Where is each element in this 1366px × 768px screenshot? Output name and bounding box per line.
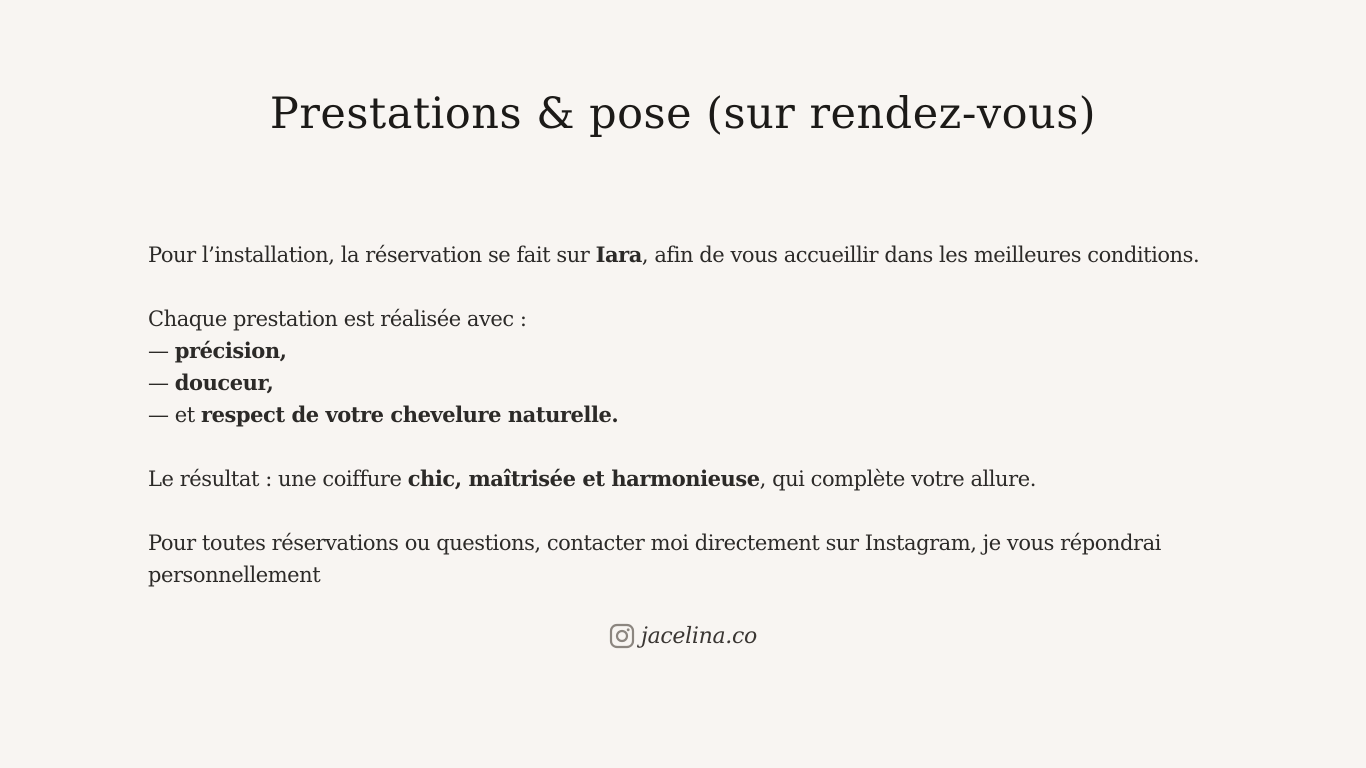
- quality-prefix: — et: [148, 403, 201, 427]
- intro-text-after: , afin de vous accueillir dans les meilleures conditions.: [641, 243, 1200, 267]
- spacer: [148, 495, 1238, 527]
- content-block: [148, 239, 1238, 591]
- instagram-icon[interactable]: [609, 623, 635, 649]
- quality-prefix: —: [148, 339, 175, 363]
- qualities-lead: Chaque prestation est réalisée avec :: [148, 307, 527, 331]
- contact-paragraph: Pour toutes réservations ou questions, contacter moi directement sur Instagram, je vous répondrai personnellement: [148, 531, 1161, 587]
- intro-text-before: Pour l’installation, la réservation se fait sur: [148, 243, 596, 267]
- instagram-handle-link[interactable]: jacelina.co: [641, 623, 757, 649]
- spacer: [148, 431, 1238, 463]
- quality-item: [148, 367, 1238, 399]
- quality-item: [148, 335, 1238, 367]
- result-text-before: Le résultat : une coiffure: [148, 467, 408, 491]
- quality-prefix: —: [148, 371, 175, 395]
- intro-highlight: Iara: [595, 242, 642, 267]
- quality-label: douceur,: [174, 370, 274, 395]
- quality-item: [148, 399, 1238, 431]
- result-highlight: chic, maîtrisée et harmonieuse: [407, 466, 760, 491]
- result-text-after: , qui complète votre allure.: [759, 467, 1036, 491]
- page-title: Prestations & pose (sur rendez-vous): [269, 89, 1097, 139]
- result-paragraph: [148, 463, 1238, 495]
- quality-label: précision,: [174, 338, 287, 363]
- intro-paragraph: [148, 239, 1238, 271]
- instagram-link-row[interactable]: [0, 623, 1366, 649]
- quality-label: respect de votre chevelure naturelle.: [200, 402, 619, 427]
- spacer: [148, 271, 1238, 303]
